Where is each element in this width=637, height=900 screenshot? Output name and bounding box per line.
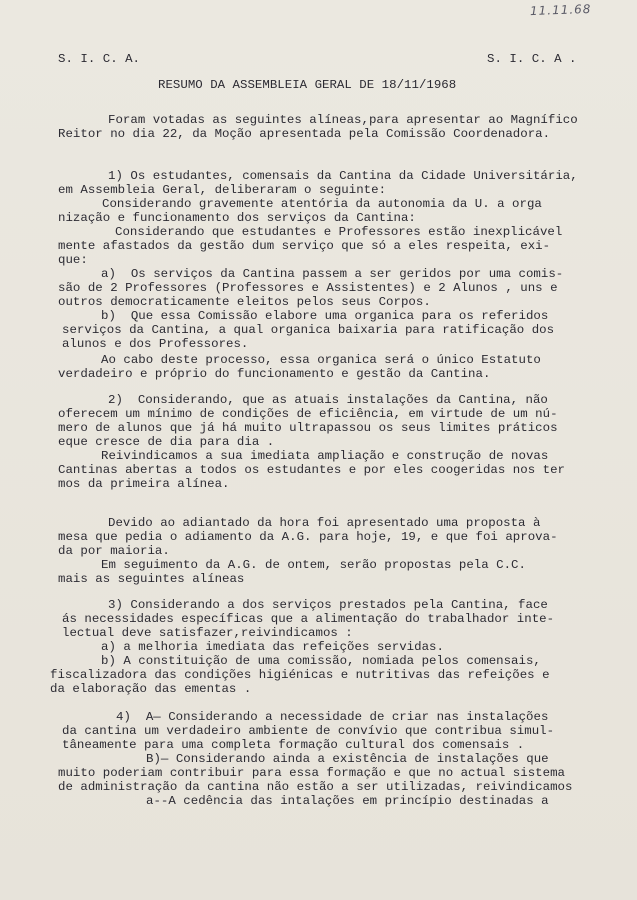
point3-line: ás necessidades específicas que a alimentação do trabalhador inte- <box>62 612 555 626</box>
handwritten-date: 11.11.68 <box>529 1 592 19</box>
point1-line: Considerando que estudantes e Professores estão inexplicável <box>115 225 563 239</box>
point4-line: da cantina um verdadeiro ambiente de convívio que contribua simul- <box>62 724 555 738</box>
point1-line: Considerando gravemente atentória da autonomia da U. a orga <box>102 197 542 211</box>
adjourn-line: Em seguimento da A.G. de ontem, serão propostas pela C.C. <box>101 558 526 572</box>
point3-line: 3) Considerando a dos serviços prestados pela Cantina, face <box>108 598 548 612</box>
point3-line: lectual deve satisfazer,reivindicamos : <box>62 626 353 640</box>
point2-line: Reivindicamos a sua imediata ampliação e construção de novas <box>101 449 549 463</box>
point4-line: muito poderiam contribuir para essa formação e que no actual sistema <box>58 766 565 780</box>
adjourn-line: mais as seguintes alíneas <box>58 572 245 586</box>
point2-line: mero de alunos que já há muito ultrapassou os seus limites práticos <box>58 421 558 435</box>
point1-line: b) Que essa Comissão elabore uma organica para os referidos <box>101 309 549 323</box>
point2-line: mos da primeira alínea. <box>58 477 230 491</box>
point1-line: 1) Os estudantes, comensais da Cantina da Cidade Universitária, <box>108 169 578 183</box>
point1-line: em Assembleia Geral, deliberaram o seguinte: <box>58 183 387 197</box>
point3-line: da elaboração das ementas . <box>50 682 252 696</box>
point4-line: de administração da cantina não estão a ser utilizadas, reivindicamos <box>58 780 573 794</box>
point2-line: Cantinas abertas a todos os estudantes e por eles coogeridas nos ter <box>58 463 565 477</box>
point2-line: oferecem um mínimo de condições de eficiência, em virtude de um nú- <box>58 407 558 421</box>
point4-line: B)— Considerando ainda a existência de instalações que <box>146 752 549 766</box>
point1-line: nização e funcionamento dos serviços da Cantina: <box>58 211 416 225</box>
point2-line: 2) Considerando, que as atuais instalações da Cantina, não <box>108 393 548 407</box>
point4-line: a--A cedência das intalações em princípio destinadas a <box>146 794 549 808</box>
adjourn-line: da por maioria. <box>58 544 170 558</box>
point2-line: eque cresce de dia para dia . <box>58 435 275 449</box>
point4-line: tâneamente para uma completa formação cultural dos comensais . <box>62 738 525 752</box>
header-left: S. I. C. A. <box>58 52 141 66</box>
point1-line: são de 2 Professores (Professores e Assistentes) e 2 Alunos , uns e <box>58 281 558 295</box>
point1-line: que: <box>58 253 88 267</box>
point3-line: a) a melhoria imediata das refeições servidas. <box>101 640 444 654</box>
page-title: RESUMO DA ASSEMBLEIA GERAL DE 18/11/1968 <box>158 78 457 92</box>
point1-line: mente afastados da gestão dum serviço que só a eles respeita, exi- <box>58 239 551 253</box>
point1-line: Ao cabo deste processo, essa organica será o único Estatuto <box>101 353 541 367</box>
point1-line: a) Os serviços da Cantina passem a ser geridos por uma comis- <box>101 267 564 281</box>
point1-line: alunos e dos Professores. <box>62 337 249 351</box>
adjourn-line: mesa que pedia o adiamento da A.G. para hoje, 19, e que foi aprova- <box>58 530 558 544</box>
header-right: S. I. C. A . <box>487 52 577 66</box>
point4-line: 4) A— Considerando a necessidade de criar nas instalações <box>116 710 549 724</box>
point1-line: serviços da Cantina, a qual organica baixaria para ratificação dos <box>62 323 555 337</box>
point3-line: b) A constituição de uma comissão, nomiada pelos comensais, <box>101 654 541 668</box>
intro-line: Reitor no dia 22, da Moção apresentada pela Comissão Coordenadora. <box>58 127 551 141</box>
adjourn-line: Devido ao adiantado da hora foi apresentado uma proposta à <box>108 516 541 530</box>
point1-line: verdadeiro e próprio do funcionamento e gestão da Cantina. <box>58 367 491 381</box>
point1-line: outros democraticamente eleitos pelos seus Corpos. <box>58 295 431 309</box>
point3-line: fiscalizadora das condições higiénicas e nutritivas das refeições e <box>50 668 550 682</box>
intro-line: Foram votadas as seguintes alíneas,para apresentar ao Magnífico <box>108 113 578 127</box>
